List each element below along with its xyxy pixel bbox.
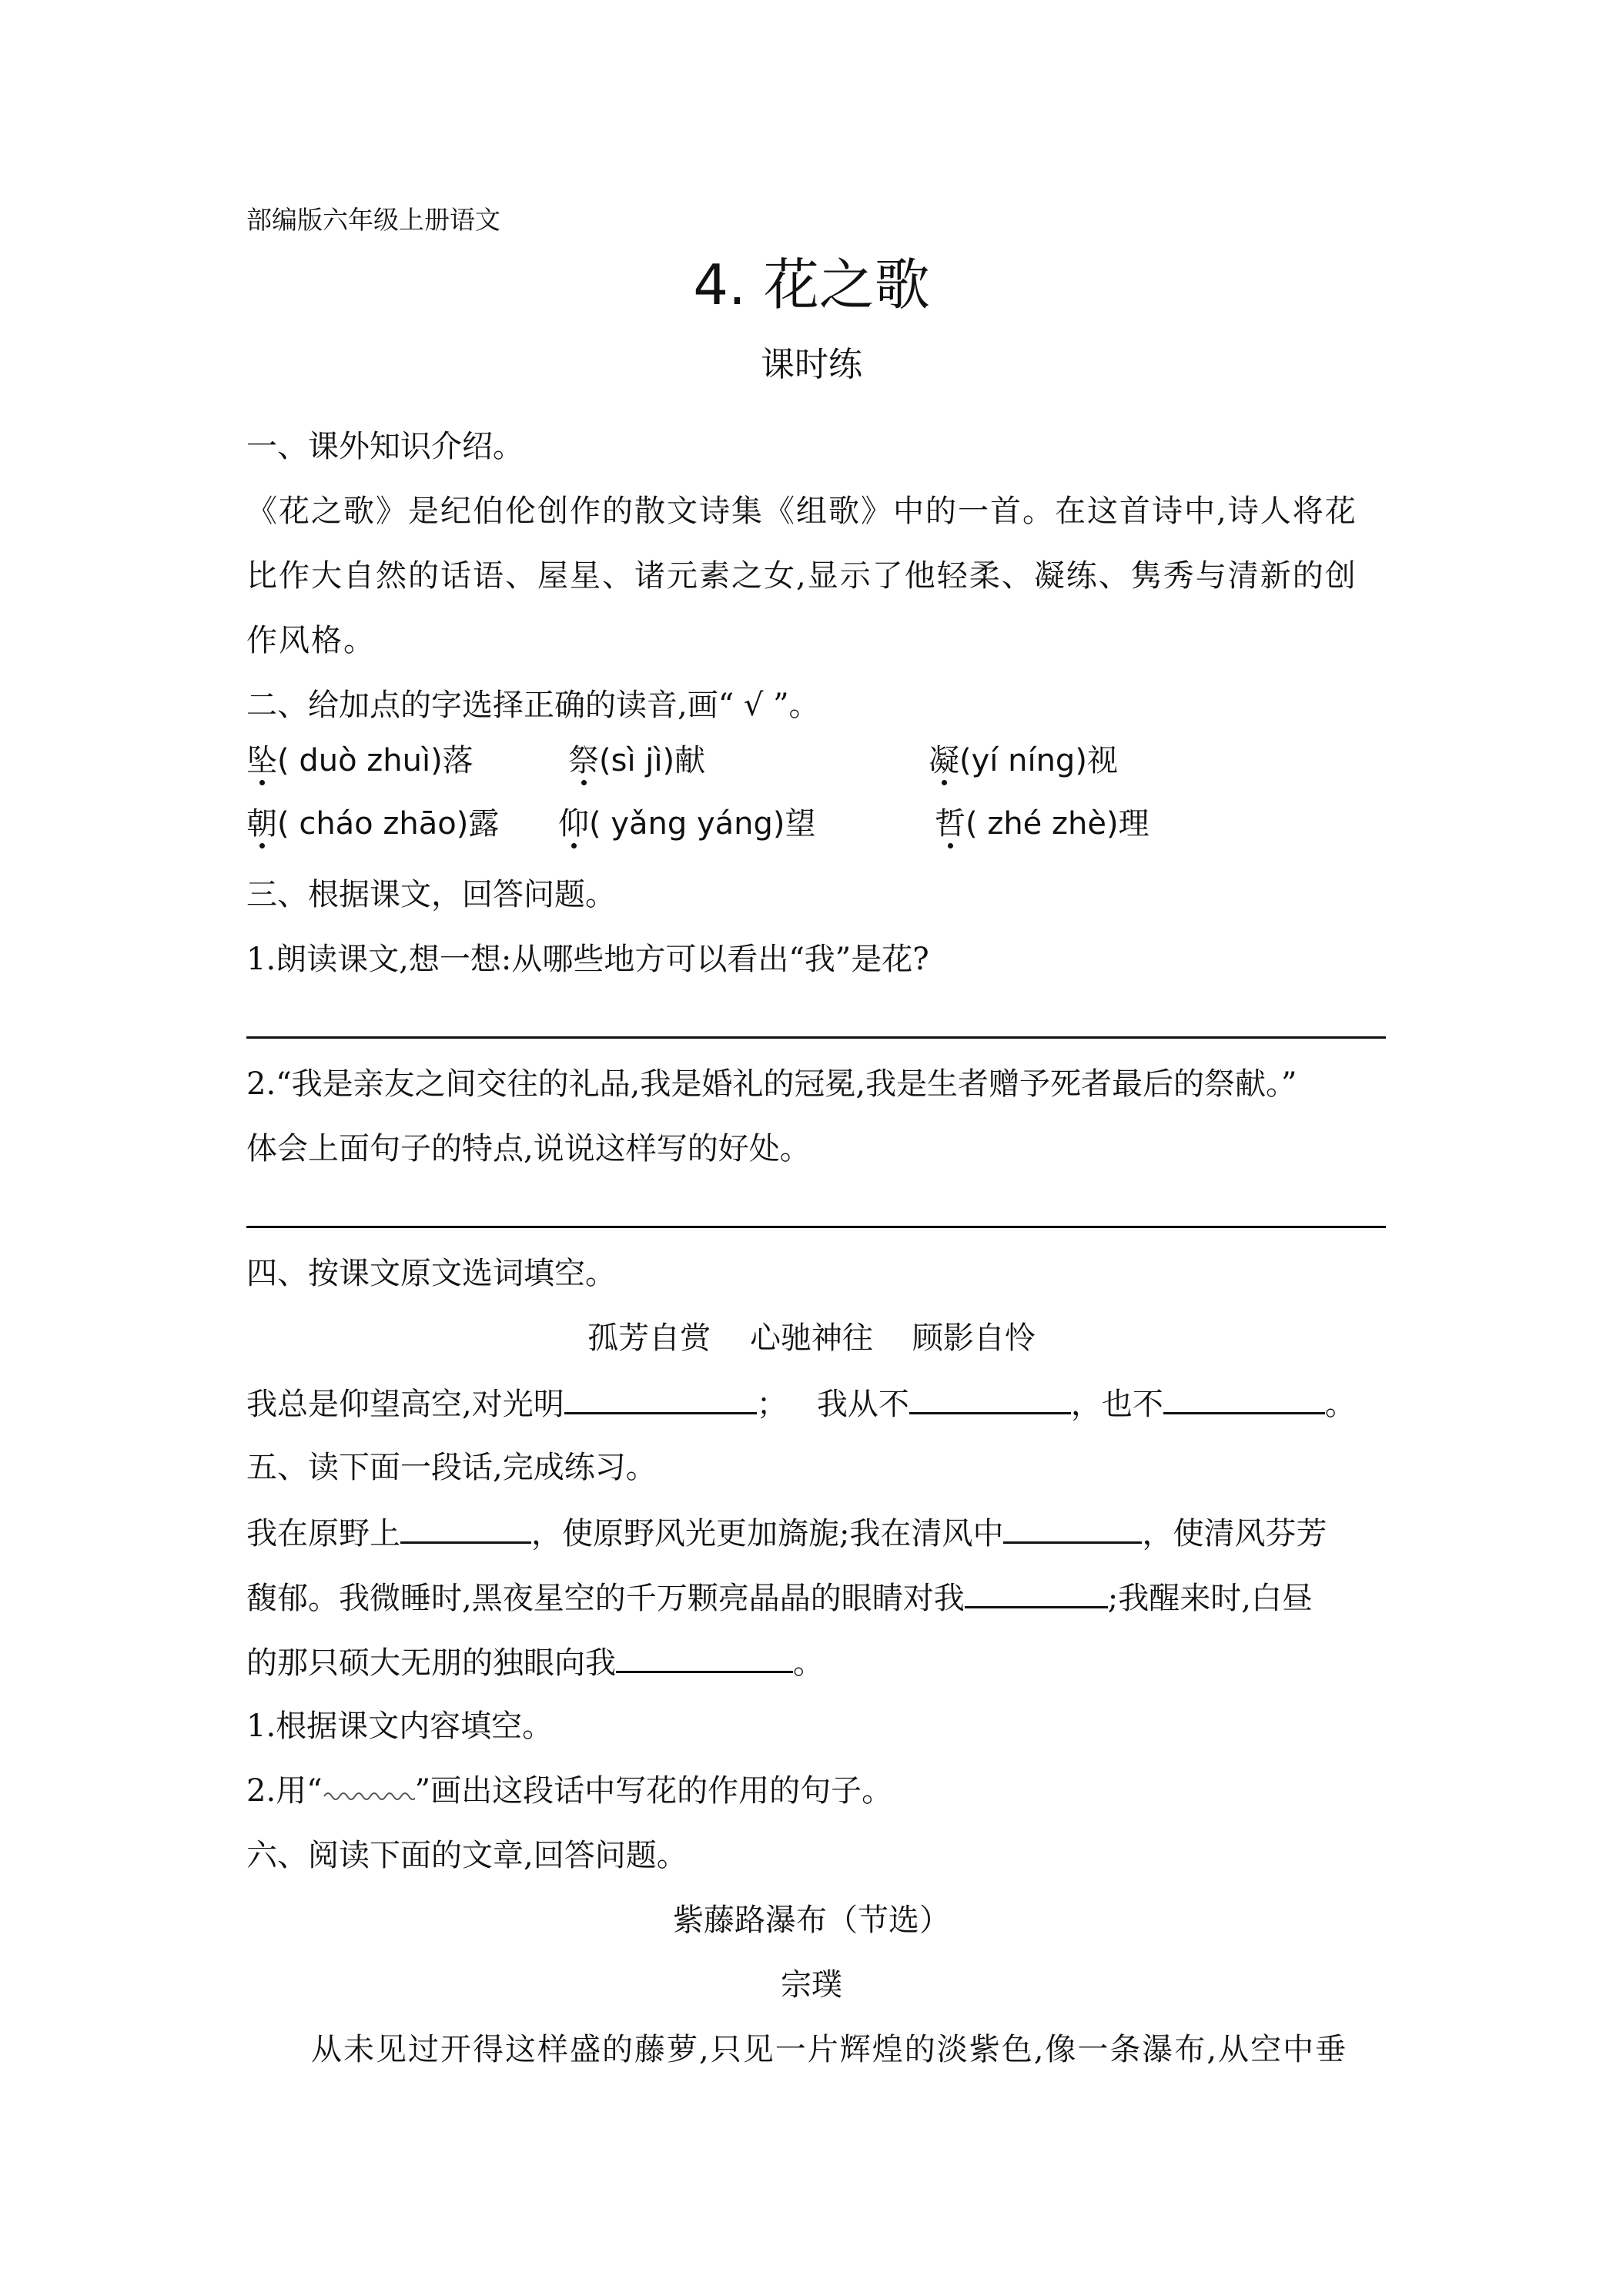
para-blank-4[interactable] (616, 1643, 793, 1673)
page-title: 4. 花之歌 (693, 253, 930, 317)
fill-blank-3[interactable] (1163, 1384, 1325, 1414)
section3-question-2-line-2: 体会上面句子的特点,说说这样写的好处。 (246, 1131, 811, 1166)
pinyin-options: ( duò zhuì) (277, 743, 443, 778)
answer-line-2[interactable] (246, 1226, 1386, 1228)
section5-para-line-2 (246, 1578, 1313, 1617)
pinyin-item-2 (568, 742, 705, 779)
dotted-char: 祭 (568, 743, 599, 778)
para-text: 。 (793, 1645, 824, 1681)
pinyin-options: (yí níng) (959, 743, 1087, 778)
word-options: 孤芳自赏 心驰神往 顾影自怜 (587, 1320, 1036, 1356)
section1-line-3: 作风格。 (246, 623, 376, 658)
section5-question-2 (246, 1772, 892, 1809)
pinyin-tail: 视 (1086, 743, 1118, 778)
para-text: 的那只硕大无朋的独眼向我 (246, 1645, 616, 1681)
wavy-underline-icon (323, 1786, 415, 1804)
pinyin-options: ( cháo zhāo) (277, 806, 469, 842)
pinyin-tail: 理 (1118, 806, 1149, 842)
pinyin-options: (sì jì) (599, 743, 675, 778)
para-text: 馥郁。我微睡时,黑夜星空的千万颗亮晶晶的眼睛对我 (246, 1581, 965, 1616)
page-subtitle: 课时练 (761, 345, 862, 384)
section5-para-line-3 (246, 1643, 824, 1682)
dotted-char: 哲 (935, 806, 965, 842)
section3-question-1: 1.朗读课文,想一想:从哪些地方可以看出“我”是花? (246, 942, 929, 977)
fill-text-b: ； 我从不 (756, 1387, 909, 1422)
dotted-char: 仰 (558, 806, 589, 842)
pinyin-tail: 露 (468, 806, 500, 842)
pinyin-item-5 (558, 805, 816, 842)
pinyin-item-6 (935, 805, 1149, 842)
section1-line-1: 《花之歌》是纪伯伦创作的散文诗集《组歌》中的一首。在这首诗中,诗人将花 (246, 494, 1357, 529)
fill-text-c: ，也不 (1070, 1387, 1163, 1422)
section4-heading: 四、按课文原文选词填空。 (246, 1256, 616, 1291)
fill-sentence (246, 1384, 1356, 1423)
article-title: 紫藤路瀑布（节选） (673, 1903, 950, 1938)
section5-para-line-1 (246, 1514, 1327, 1552)
pinyin-tail: 望 (785, 806, 816, 842)
para-text: ，使清风芬芳 (1142, 1516, 1327, 1551)
section1-line-2: 比作大自然的话语、屋星、诸元素之女,显示了他轻柔、凝练、隽秀与清新的创 (246, 558, 1357, 594)
article-first-line: 从未见过开得这样盛的藤萝,只见一片辉煌的淡紫色,像一条瀑布,从空中垂 (311, 2032, 1348, 2067)
section5-heading: 五、读下面一段话,完成练习。 (246, 1450, 657, 1485)
fill-text-a: 我总是仰望高空,对光明 (246, 1387, 564, 1422)
para-blank-1[interactable] (400, 1514, 531, 1544)
section3-question-2-line-1: 2.“我是亲友之间交往的礼品,我是婚礼的冠冕,我是生者赠予死者最后的祭献。” (246, 1066, 1297, 1102)
fill-blank-1[interactable] (564, 1384, 757, 1414)
fill-text-d: 。 (1324, 1387, 1356, 1422)
para-text: ，使原野风光更加旖旎;我在清风中 (531, 1516, 1004, 1551)
section1-heading: 一、课外知识介绍。 (246, 429, 524, 464)
dotted-char: 坠 (246, 743, 277, 778)
para-blank-2[interactable] (1003, 1514, 1142, 1544)
pinyin-item-1 (246, 742, 474, 779)
question-text: ”画出这段话中写花的作用的句子。 (414, 1773, 893, 1809)
header-label: 部编版六年级上册语文 (246, 205, 500, 235)
section5-question-1: 1.根据课文内容填空。 (246, 1709, 554, 1744)
dotted-char: 朝 (246, 806, 277, 842)
section2-heading: 二、给加点的字选择正确的读音,画“ √ ”。 (246, 688, 820, 723)
fill-blank-2[interactable] (909, 1384, 1071, 1414)
dotted-char: 凝 (929, 743, 959, 778)
pinyin-options: ( yǎng yáng) (589, 806, 785, 842)
section3-heading: 三、根据课文，回答问题。 (246, 877, 616, 912)
pinyin-tail: 献 (674, 743, 706, 778)
pinyin-options: ( zhé zhè) (965, 806, 1119, 842)
pinyin-tail: 落 (442, 743, 474, 778)
para-blank-3[interactable] (965, 1578, 1108, 1608)
question-text: 2.用“ (246, 1773, 323, 1809)
answer-line-1[interactable] (246, 1036, 1386, 1039)
pinyin-item-3 (929, 742, 1118, 779)
para-text: ;我醒来时,白昼 (1107, 1581, 1313, 1616)
pinyin-item-4 (246, 805, 499, 842)
section6-heading: 六、阅读下面的文章,回答问题。 (246, 1838, 688, 1873)
para-text: 我在原野上 (246, 1516, 400, 1551)
article-author: 宗璞 (781, 1967, 842, 2003)
